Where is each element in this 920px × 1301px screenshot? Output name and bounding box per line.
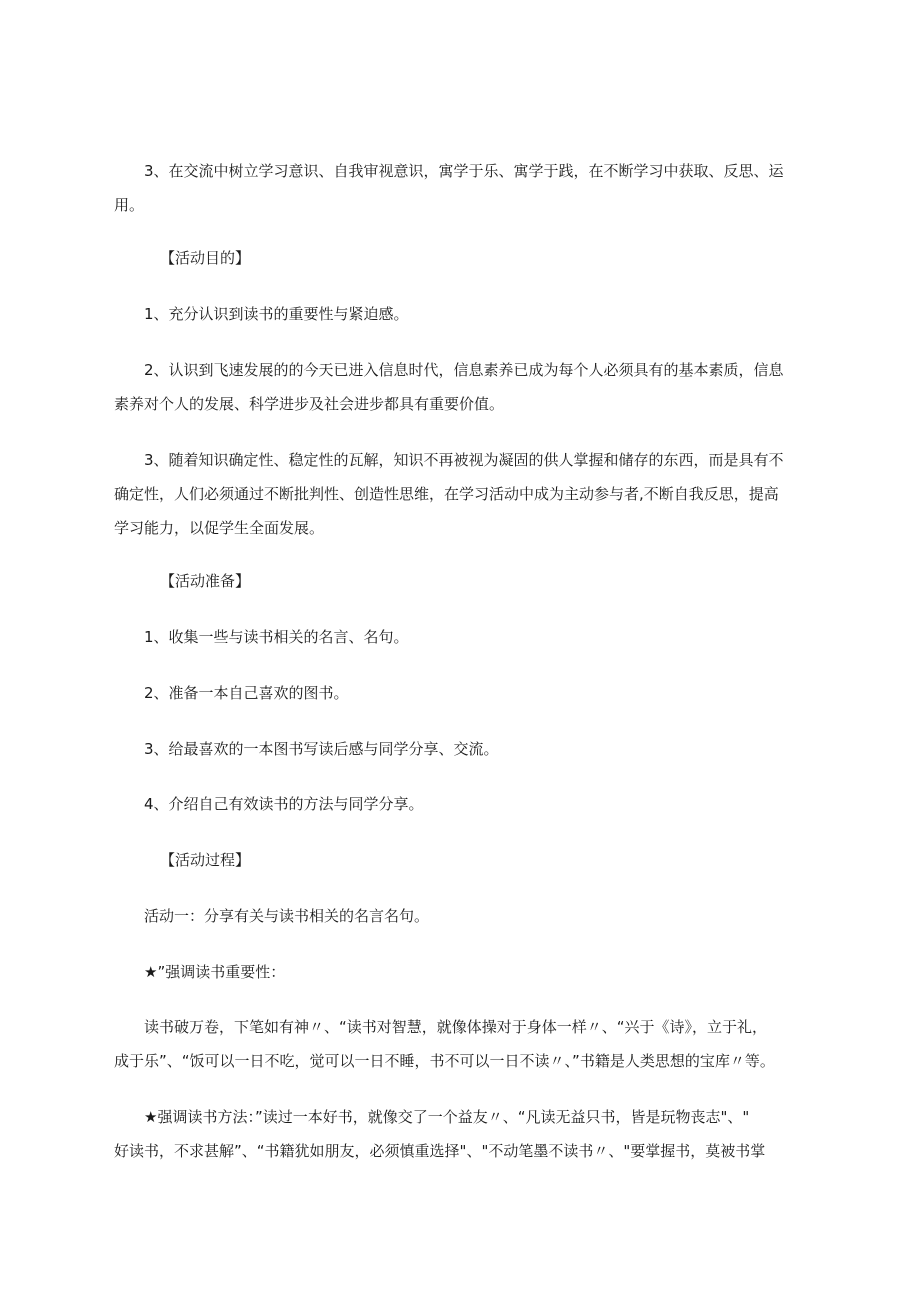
heading-text: 【活动目的】: [160, 249, 251, 267]
text-line: 3、随着知识确定性、稳定性的瓦解，知识不再被视为凝固的供人掌握和储存的东西，而是具有不: [144, 451, 784, 469]
paragraph-prep-4: [144, 787, 824, 821]
text-line: 好读书，不求甚解”、“书籍犹如朋友，必须慎重选择"、"不动笔墨不读书〃、"要掌握书，莫被书掌: [114, 1142, 766, 1160]
heading-text: 【活动过程】: [160, 851, 251, 869]
text-line: 学习能力，以促学生全面发展。: [114, 519, 325, 537]
paragraph-purpose-3: [114, 443, 824, 545]
paragraph-star-importance: [144, 955, 824, 989]
text-line: 1、收集一些与读书相关的名言、名句。: [144, 628, 409, 646]
paragraph-prep-3: [144, 732, 824, 766]
paragraph-quotes-importance: [114, 1010, 824, 1078]
text-line: 2、认识到飞速发展的的今天已进入信息时代，信息素养已成为每个人必须具有的基本素质，信息: [144, 361, 784, 379]
text-line: 3、给最喜欢的一本图书写读后感与同学分享、交流。: [144, 740, 499, 758]
text-line: 素养对个人的发展、科学进步及社会进步都具有重要价值。: [114, 395, 505, 413]
paragraph-purpose-2: [114, 353, 824, 421]
section-heading-preparation: [160, 564, 250, 598]
section-heading-process: [160, 843, 250, 877]
text-line: 1、充分认识到读书的重要性与紧迫感。: [144, 305, 409, 323]
paragraph-activity-1: [144, 899, 824, 933]
paragraph-purpose-1: [144, 297, 824, 331]
paragraph-star-method: [114, 1100, 824, 1168]
text-line: 读书破万卷，下笔如有神〃、“读书对智慧，就像体操对于身体一样〃、“兴于《诗》，立于礼，: [144, 1018, 768, 1036]
text-line: 用。: [114, 196, 145, 214]
text-line: 活动一：分享有关与读书相关的名言名句。: [144, 907, 430, 925]
text-line: 4、介绍自己有效读书的方法与同学分享。: [144, 795, 424, 813]
section-heading-purpose: [160, 241, 250, 275]
text-line: ★”强调读书重要性：: [144, 963, 286, 981]
paragraph-prep-1: [144, 620, 824, 654]
text-line: 2、准备一本自己喜欢的图书。: [144, 684, 349, 702]
heading-text: 【活动准备】: [160, 572, 251, 590]
text-line: 确定性，人们必须通过不断批判性、创造性思维，在学习活动中成为主动参与者,不断自我反思，提高: [114, 485, 779, 503]
text-line: 3、在交流中树立学习意识、自我审视意识，寓学于乐、寓学于践，在不断学习中获取、反思、运: [144, 162, 784, 180]
paragraph-prep-2: [144, 676, 824, 710]
paragraph-goal-3: [114, 154, 824, 222]
text-line: ★强调读书方法：”读过一本好书，就像交了一个益友〃、“凡读无益只书，皆是玩物丧志"、": [144, 1108, 750, 1126]
text-line: 成于乐”、“饭可以一日不吃，觉可以一日不睡，书不可以一日不读〃、”书籍是人类思想的宝库〃等。: [114, 1052, 775, 1070]
